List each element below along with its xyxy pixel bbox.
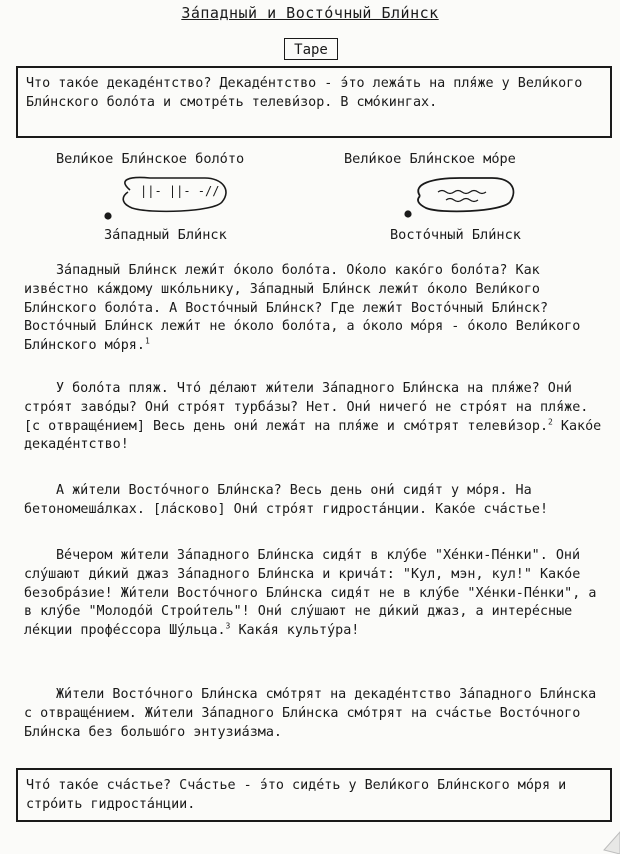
decadence-definition-text: Что тако́е декаде́нтство? Декаде́нтство - э́то лежа́ть на пля́же у Вели́кого Бли́нского боло́та и смотре́ть телеви́зор. В смо́кингах. (26, 76, 583, 110)
page-title: За́падный и Восто́чный Бли́нск (181, 4, 439, 22)
happiness-definition-text: Что́ тако́е сча́стье? Сча́стье - э́то сиде́ть у Вели́кого Бли́нского мо́ря и стро́ить гидроста́нции. (26, 778, 567, 812)
footnote-1: 1 (144, 336, 150, 346)
swamp-marks: ||- ||- -// (140, 184, 220, 198)
west-blinsk-label: За́падный Бли́нск (104, 227, 227, 243)
west-blinsk-dot (104, 212, 111, 219)
page-curl-icon (580, 824, 620, 854)
sea-label: Вели́кое Бли́нское мо́ре (344, 151, 516, 167)
paragraph-2: У боло́та пляж. Что́ де́лают жи́тели За́падного Бли́нска на пля́же? Они́ стро́ят заво́ды? Они́ стро́ят турба́зы? Нет. Они́ ничего́ не стро́ят на пля́же. [с отвраще́нием] Весь день они́ лежа́т на пля́же и смо́трят телеви́зор.$^2$ Како́е декаде́нтство! (24, 381, 602, 453)
happiness-definition-box (16, 768, 612, 822)
footnote-3: 3 (225, 621, 231, 631)
east-blinsk-dot (404, 210, 411, 217)
paragraph-3: А жи́тели Восто́чного Бли́нска? Весь день они́ сидя́т у мо́ря. На бетономеша́лках. [ла́сково] Они́ стро́ят гидроста́нции. Како́е сча́стье! (24, 483, 549, 517)
footnote-2: 2 (548, 417, 553, 427)
tape-label: Tape (284, 38, 338, 60)
sea-waves (438, 191, 486, 202)
swamp-label: Вели́кое Бли́нское боло́то (56, 151, 245, 167)
sea-shape (418, 178, 513, 211)
paragraph-5: Жи́тели Восто́чного Бли́нска смо́трят на декаде́нтство За́падного Бли́нска с отвраще́нием. Жи́тели За́падного Бли́нска смо́трят на сча́стье Восто́чного Бли́нска без большо́го энтузиа́зма. (24, 687, 597, 740)
east-blinsk-label: Восто́чный Бли́нск (390, 227, 521, 243)
paragraph-4: Ве́чером жи́тели За́падного Бли́нска сидя́т в клу́бе "Хе́нки-Пе́нки". Они́ слу́шают ди́кий джаз За́падного Бли́нска и крича́т: "Кул, мэн, кул!" Како́е безобра́зие! Жи́тели Восто́чного Бли́нска сидя́т не в клу́бе "Хе́нки-Пе́нки", а в клу́бе "Молодо́й Строи́тель"! Они́ слу́шают не ди́кий джаз, а интере́сные ле́кции профе́ссора Шу́льца.$^3$ Кака́я культу́ра! (24, 548, 597, 639)
paragraph-1: За́падный Бли́нск лежи́т о́коло боло́та. О́коло како́го боло́та? Как изве́стно ка́ждому шко́льнику, За́падный Бли́нск лежи́т о́коло Вели́кого Бли́нского боло́та. А Восто́чный Бли́нск? Где лежи́т Восто́чный Бли́нск? Восто́чный Бли́нск лежи́т не о́коло боло́та, а о́коло мо́ря - о́коло Вели́кого Бли́нского мо́ря.$^1$ (24, 263, 581, 354)
